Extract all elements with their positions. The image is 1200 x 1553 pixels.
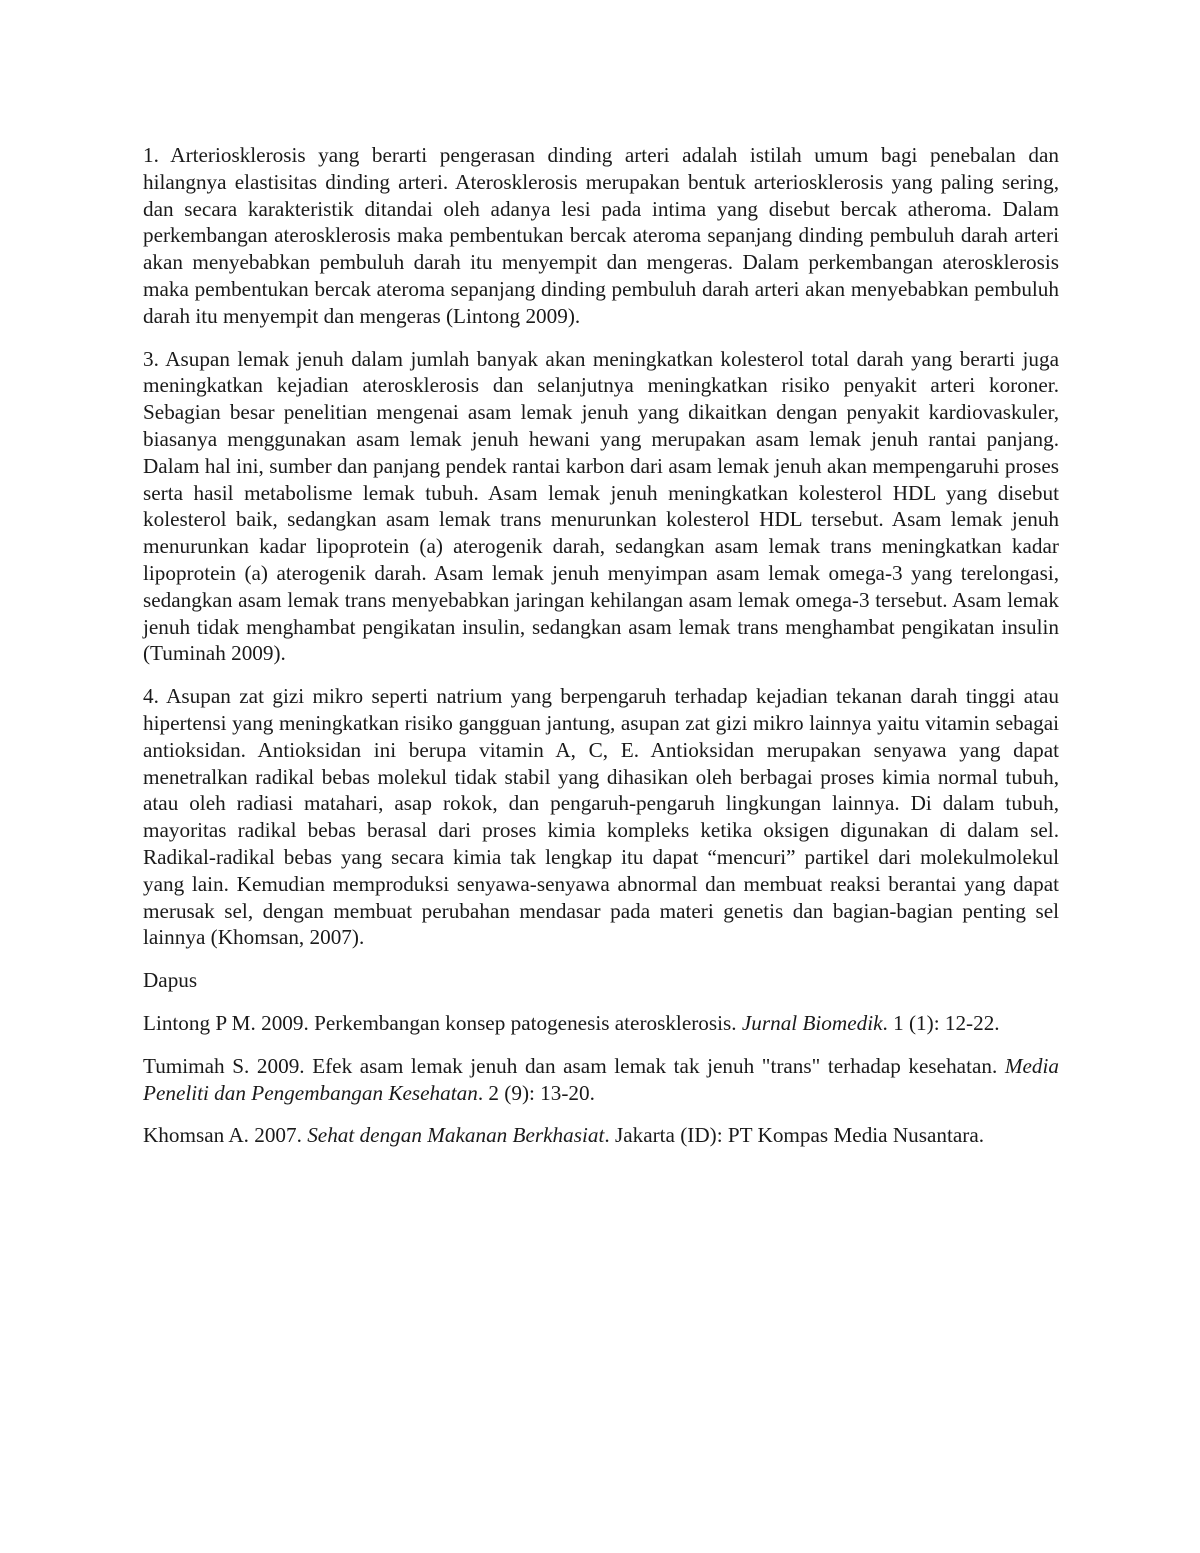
references-heading: Dapus bbox=[143, 968, 198, 993]
reference-tumimah bbox=[143, 1053, 1059, 1107]
reference-text: . 2 (9): 13-20. bbox=[477, 1080, 595, 1105]
reference-lintong bbox=[143, 1010, 1059, 1037]
paragraph-3: 3. Asupan lemak jenuh dalam jumlah banyak akan meningkatkan kolesterol total darah yang berarti juga meningkatkan kejadian aterosklerosis dan selanjutnya meningkatkan risiko penyakit arteri koroner. Sebagian besar penelitian mengenai asam lemak jenuh yang dikaitkan dengan penyakit kardiovaskuler, biasanya menggunakan asam lemak jenuh hewani yang merupakan asam lemak jenuh rantai panjang. Dalam hal ini, sumber dan panjang pendek rantai karbon dari asam lemak jenuh akan mempengaruhi proses serta hasil metabolisme lemak tubuh. Asam lemak jenuh meningkatkan kolesterol HDL yang disebut kolesterol baik, sedangkan asam lemak trans menurunkan kolesterol HDL tersebut. Asam lemak jenuh menurunkan kadar lipoprotein (a) aterogenik darah, sedangkan asam lemak trans meningkatkan kadar lipoprotein (a) aterogenik darah. Asam lemak jenuh menyimpan asam lemak omega-3 yang terelongasi, sedangkan asam lemak trans menyebabkan jaringan kehilangan asam lemak omega-3 tersebut. Asam lemak jenuh tidak menghambat pengikatan insulin, sedangkan asam lemak trans menghambat pengikatan insulin (Tuminah 2009). bbox=[143, 346, 1059, 666]
reference-text: . 1 (1): 12-22. bbox=[882, 1010, 1000, 1035]
reference-text: Khomsan A. 2007. bbox=[143, 1123, 308, 1148]
paragraph-1: 1. Arteriosklerosis yang berarti pengerasan dinding arteri adalah istilah umum bagi penebalan dan hilangnya elastisitas dinding arteri. Aterosklerosis merupakan bentuk arteriosklerosis yang paling sering, dan secara karakteristik ditandai oleh adanya lesi pada intima yang disebut bercak atheroma. Dalam perkembangan aterosklerosis maka pembentukan bercak ateroma sepanjang dinding pembuluh darah arteri akan menyebabkan pembuluh darah itu menyempit dan mengeras. Dalam perkembangan aterosklerosis maka pembentukan bercak ateroma sepanjang dinding pembuluh darah arteri akan menyebabkan pembuluh darah itu menyempit dan mengeras (Lintong 2009). bbox=[143, 143, 1059, 328]
reference-khomsan bbox=[143, 1122, 1059, 1149]
reference-text: Tumimah S. 2009. Efek asam lemak jenuh dan asam lemak tak jenuh "trans" terhadap kesehatan. bbox=[143, 1053, 1005, 1078]
reference-journal-title: Media Peneliti dan Pengembangan Kesehatan bbox=[143, 1053, 1059, 1105]
reference-text: . Jakarta (ID): PT Kompas Media Nusantara. bbox=[604, 1123, 985, 1148]
reference-text: Lintong P M. 2009. Perkembangan konsep patogenesis aterosklerosis. bbox=[143, 1010, 742, 1035]
reference-book-title: Sehat dengan Makanan Berkhasiat bbox=[307, 1123, 605, 1148]
document-body bbox=[143, 142, 1059, 1165]
reference-journal-title: Jurnal Biomedik bbox=[741, 1010, 883, 1035]
paragraph-4: 4. Asupan zat gizi mikro seperti natrium yang berpengaruh terhadap kejadian tekanan darah tinggi atau hipertensi yang meningkatkan risiko gangguan jantung, asupan zat gizi mikro lainnya yaitu vitamin sebagai antioksidan. Antioksidan ini berupa vitamin A, C, E. Antioksidan merupakan senyawa yang dapat menetralkan radikal bebas molekul tidak stabil yang dihasikan oleh berbagai proses kimia normal tubuh, atau oleh radiasi matahari, asap rokok, dan pengaruh-pengaruh lingkungan lainnya. Di dalam tubuh, mayoritas radikal bebas berasal dari proses kimia kompleks ketika oksigen digunakan di dalam sel. Radikal-radikal bebas yang secara kimia tak lengkap itu dapat “mencuri” partikel dari molekulmolekul yang lain. Kemudian memproduksi senyawa-senyawa abnormal dan membuat reaksi berantai yang dapat merusak sel, dengan membuat perubahan mendasar pada materi genetis dan bagian-bagian penting sel lainnya (Khomsan, 2007). bbox=[143, 684, 1059, 950]
